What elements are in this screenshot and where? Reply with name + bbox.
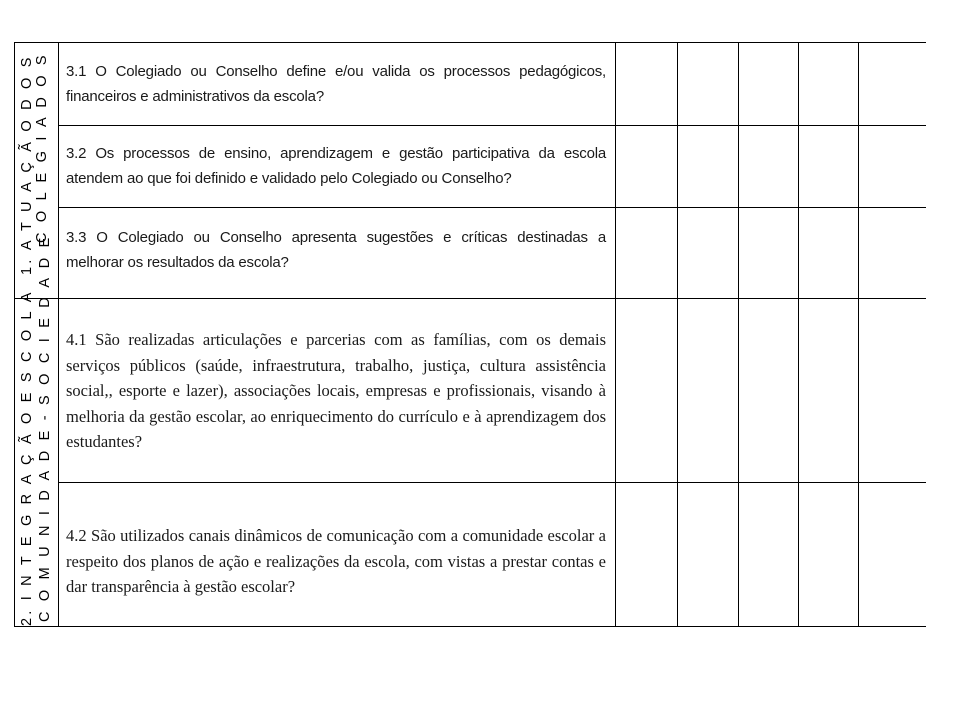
column-divider — [58, 42, 59, 627]
answer-cell[interactable] — [678, 43, 737, 125]
answer-cell[interactable] — [799, 43, 857, 125]
answer-cell[interactable] — [859, 299, 925, 482]
section-label-1-line2: C O L E G I A D O S — [34, 52, 50, 243]
answer-cell[interactable] — [616, 299, 676, 482]
question-3-2: 3.2 Os processos de ensino, aprendizagem e gestão participativa da escola atendem ao que foi definido e validado pelo Colegiado ou Conselho? — [66, 145, 606, 187]
answer-cell[interactable] — [616, 126, 676, 207]
answer-cell[interactable] — [616, 43, 676, 125]
answer-cell[interactable] — [799, 208, 857, 298]
question-4-1: 4.1 São realizadas articulações e parcerias com as famílias, com os demais serviços públicos (saúde, infraestrutura, trabalho, justiça, cultura assistência social,, esporte e lazer), associações locais, empresas e profissionais, visando à melhoria da gestão escolar, ao enriquecimento do currículo e à aprendizagem dos estudantes? — [66, 330, 606, 451]
answer-cell[interactable] — [678, 299, 737, 482]
answer-cell[interactable] — [859, 483, 925, 626]
answer-cell[interactable] — [678, 208, 737, 298]
answer-cell[interactable] — [859, 208, 925, 298]
answer-cell[interactable] — [799, 126, 857, 207]
answer-cell[interactable] — [799, 483, 857, 626]
question-3-3: 3.3 O Colegiado ou Conselho apresenta sugestões e críticas destinadas a melhorar os resultados da escola? — [66, 229, 606, 271]
answer-cell[interactable] — [739, 208, 797, 298]
question-3-1: 3.1 O Colegiado ou Conselho define e/ou valida os processos pedagógicos, financeiros e administrativos da escola? — [66, 63, 606, 105]
answer-cell[interactable] — [616, 208, 676, 298]
section-label-2-line1: 2. I N T E G R A Ç Ã O E S C O L A — [19, 289, 35, 626]
answer-cell[interactable] — [616, 483, 676, 626]
answer-cell[interactable] — [739, 126, 797, 207]
answer-cell[interactable] — [739, 299, 797, 482]
answer-cell[interactable] — [859, 126, 925, 207]
table-border-left — [14, 42, 15, 627]
answer-cell[interactable] — [799, 299, 857, 482]
answer-cell[interactable] — [678, 126, 737, 207]
answer-cell[interactable] — [678, 483, 737, 626]
section-label-2-line2: C O M U N I D A D E - S O C I E D A D E — [37, 234, 53, 622]
answer-cell[interactable] — [859, 43, 925, 125]
answer-cell[interactable] — [739, 43, 797, 125]
section-label-1-line1: 1. A T U A Ç Ã O D O S — [19, 54, 35, 275]
table-border-bottom — [14, 626, 926, 627]
question-4-2: 4.2 São utilizados canais dinâmicos de comunicação com a comunidade escolar a respeito dos planos de ação e realizações da escola, com vistas a prestar contas e dar transparência à gestão escolar? — [66, 526, 606, 596]
answer-cell[interactable] — [739, 483, 797, 626]
